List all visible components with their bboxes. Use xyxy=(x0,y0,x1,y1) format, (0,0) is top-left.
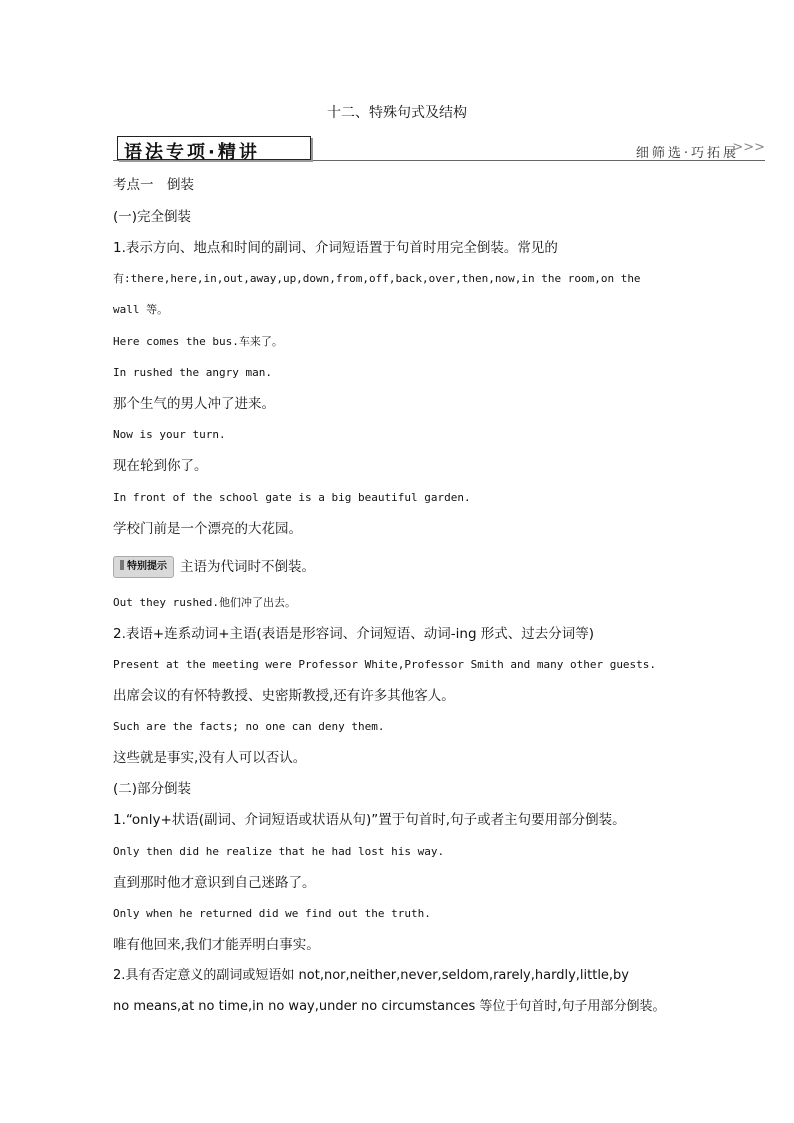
tip-text: 主语为代词时不倒装。 xyxy=(180,559,315,575)
text-line: In front of the school gate is a big beautiful garden. xyxy=(113,491,471,504)
text-line: Present at the meeting were Professor White,Professor Smith and many other guests. xyxy=(113,658,657,671)
text-line: no means,at no time,in no way,under no circumstances 等位于句首时,句子用部分倒装。 xyxy=(113,999,666,1014)
banner-label-box xyxy=(117,136,311,163)
text-line: Now is your turn. xyxy=(113,428,226,441)
special-tip xyxy=(113,556,683,578)
text-line: 1.“only+状语(副词、介词短语或状语从句)”置于句首时,句子或者主句要用部分倒装。 xyxy=(113,812,626,828)
text-line: Only when he returned did we find out the truth. xyxy=(113,907,431,920)
text-line: wall 等。 xyxy=(113,303,169,316)
section-banner xyxy=(113,136,765,162)
text-line: In rushed the angry man. xyxy=(113,366,272,379)
text-line: Such are the facts; no one can deny them. xyxy=(113,720,385,733)
text-line: 那个生气的男人冲了进来。 xyxy=(113,396,275,412)
text-line: 2.表语+连系动词+主语(表语是形容词、介词短语、动词-ing 形式、过去分词等) xyxy=(113,626,595,642)
banner-right-text: 细筛选·巧拓展 xyxy=(635,146,739,161)
text-line: 1.表示方向、地点和时间的副词、介词短语置于句首时用完全倒装。常见的 xyxy=(113,240,558,256)
tip-badge-label: 特别提示 xyxy=(127,561,167,572)
tip-badge xyxy=(113,556,174,578)
text-line: 学校门前是一个漂亮的大花园。 xyxy=(113,521,302,537)
text-line: 出席会议的有怀特教授、史密斯教授,还有许多其他客人。 xyxy=(113,688,455,704)
text-line: Only then did he realize that he had lost his way. xyxy=(113,845,445,858)
text-line: Out they rushed.他们冲了出去。 xyxy=(113,596,296,609)
document-title: 十二、特殊句式及结构 xyxy=(327,105,467,121)
text-line: 考点一 倒装 xyxy=(113,177,194,193)
banner-label: 语法专项·精讲 xyxy=(124,142,260,163)
text-line: 直到那时他才意识到自己迷路了。 xyxy=(113,875,316,891)
text-line: 现在轮到你了。 xyxy=(113,458,208,474)
text-line: Here comes the bus.车来了。 xyxy=(113,335,283,348)
text-line: 唯有他回来,我们才能弄明白事实。 xyxy=(113,937,320,953)
chevrons-icon: >>> xyxy=(732,140,765,155)
text-line: 有:there,here,in,out,away,up,down,from,off,back,over,then,now,in the room,on the xyxy=(113,272,641,285)
text-line: (一)完全倒装 xyxy=(113,209,192,225)
tip-marker-icon xyxy=(120,560,124,570)
text-line: 这些就是事实,没有人可以否认。 xyxy=(113,750,307,766)
text-line: (二)部分倒装 xyxy=(113,781,192,797)
text-line: 2.具有否定意义的副词或短语如 not,nor,neither,never,seldom,rarely,hardly,little,by xyxy=(113,968,630,983)
